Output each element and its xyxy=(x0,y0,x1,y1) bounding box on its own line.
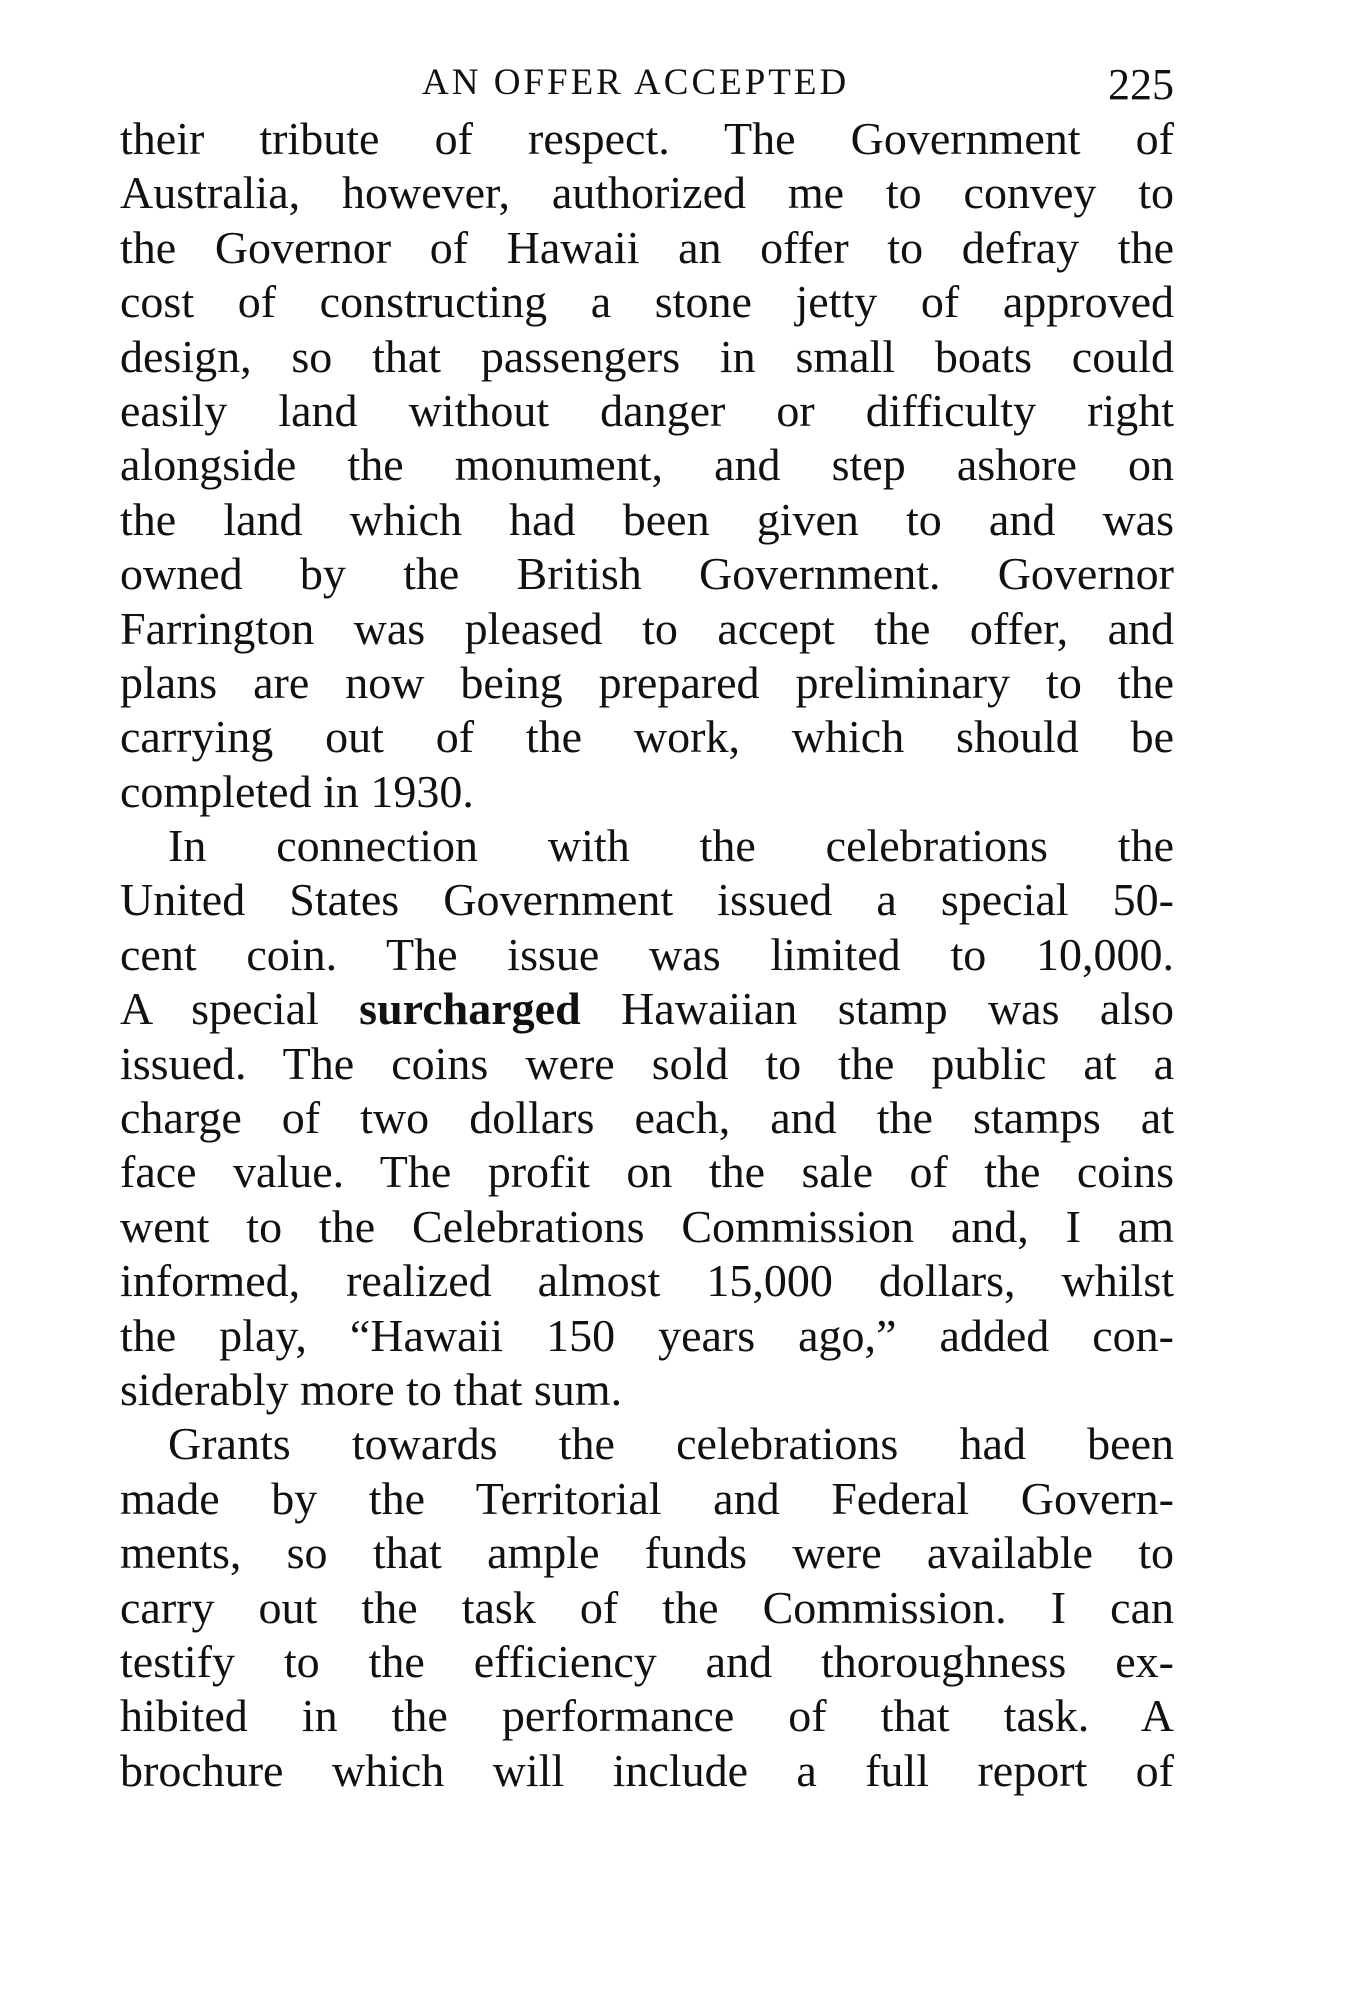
text-line: plans are now being prepared preliminary to the xyxy=(120,656,1174,708)
text-line: their tribute of respect. The Government of xyxy=(120,113,1174,164)
running-header xyxy=(120,58,1174,108)
text-line: easily land without danger or difficulty right xyxy=(120,384,1174,436)
text-line: carry out the task of the Commission. I can xyxy=(120,1581,1174,1633)
text-line: owned by the British Government. Governor xyxy=(120,548,1174,600)
text-line: alongside the monument, and step ashore on xyxy=(120,439,1174,491)
text-line: the land which had been given to and was xyxy=(120,493,1174,545)
body-text xyxy=(120,112,1174,1798)
text-line-with-bold xyxy=(120,982,1174,1036)
text-line: went to the Celebrations Commission and, I am xyxy=(120,1200,1174,1252)
text-line: completed in 1930. xyxy=(120,765,474,817)
text-line: made by the Territorial and Federal Govern- xyxy=(120,1472,1174,1524)
text-line: ments, so that ample funds were available to xyxy=(120,1527,1174,1579)
text-line: siderably more to that sum. xyxy=(120,1363,623,1415)
text-line: cent coin. The issue was limited to 10,000. xyxy=(120,928,1174,980)
bold-word: surcharged xyxy=(359,983,581,1035)
page-number: 225 xyxy=(1108,60,1174,109)
text-line: Australia, however, authorized me to convey to xyxy=(120,167,1174,219)
book-page xyxy=(120,0,1174,1996)
text-run: Hawaiian stamp was also xyxy=(580,983,1174,1035)
text-line: testify to the efficiency and thoroughness ex- xyxy=(120,1635,1174,1687)
text-run: A special xyxy=(120,983,360,1035)
text-line: design, so that passengers in small boats could xyxy=(120,330,1174,382)
text-line: the Governor of Hawaii an offer to defray the xyxy=(120,221,1174,273)
text-line: cost of constructing a stone jetty of approved xyxy=(120,276,1174,328)
text-line: Farrington was pleased to accept the offer, and xyxy=(120,602,1174,654)
text-line: the play, “Hawaii 150 years ago,” added con- xyxy=(120,1309,1174,1361)
text-line: carrying out of the work, which should be xyxy=(120,711,1174,763)
running-title: AN OFFER ACCEPTED xyxy=(422,62,850,103)
text-line: In connection with the celebrations the xyxy=(168,820,1174,872)
text-line: Grants towards the celebrations had been xyxy=(168,1418,1174,1470)
text-line: issued. The coins were sold to the public at a xyxy=(120,1037,1174,1089)
text-line: hibited in the performance of that task. A xyxy=(120,1690,1174,1742)
text-line: brochure which will include a full report of xyxy=(120,1744,1174,1796)
text-line: informed, realized almost 15,000 dollars, whilst xyxy=(120,1255,1174,1307)
text-line: United States Government issued a special 50- xyxy=(120,874,1174,926)
text-line: charge of two dollars each, and the stamps at xyxy=(120,1092,1174,1144)
text-line: face value. The profit on the sale of the coins xyxy=(120,1146,1174,1198)
